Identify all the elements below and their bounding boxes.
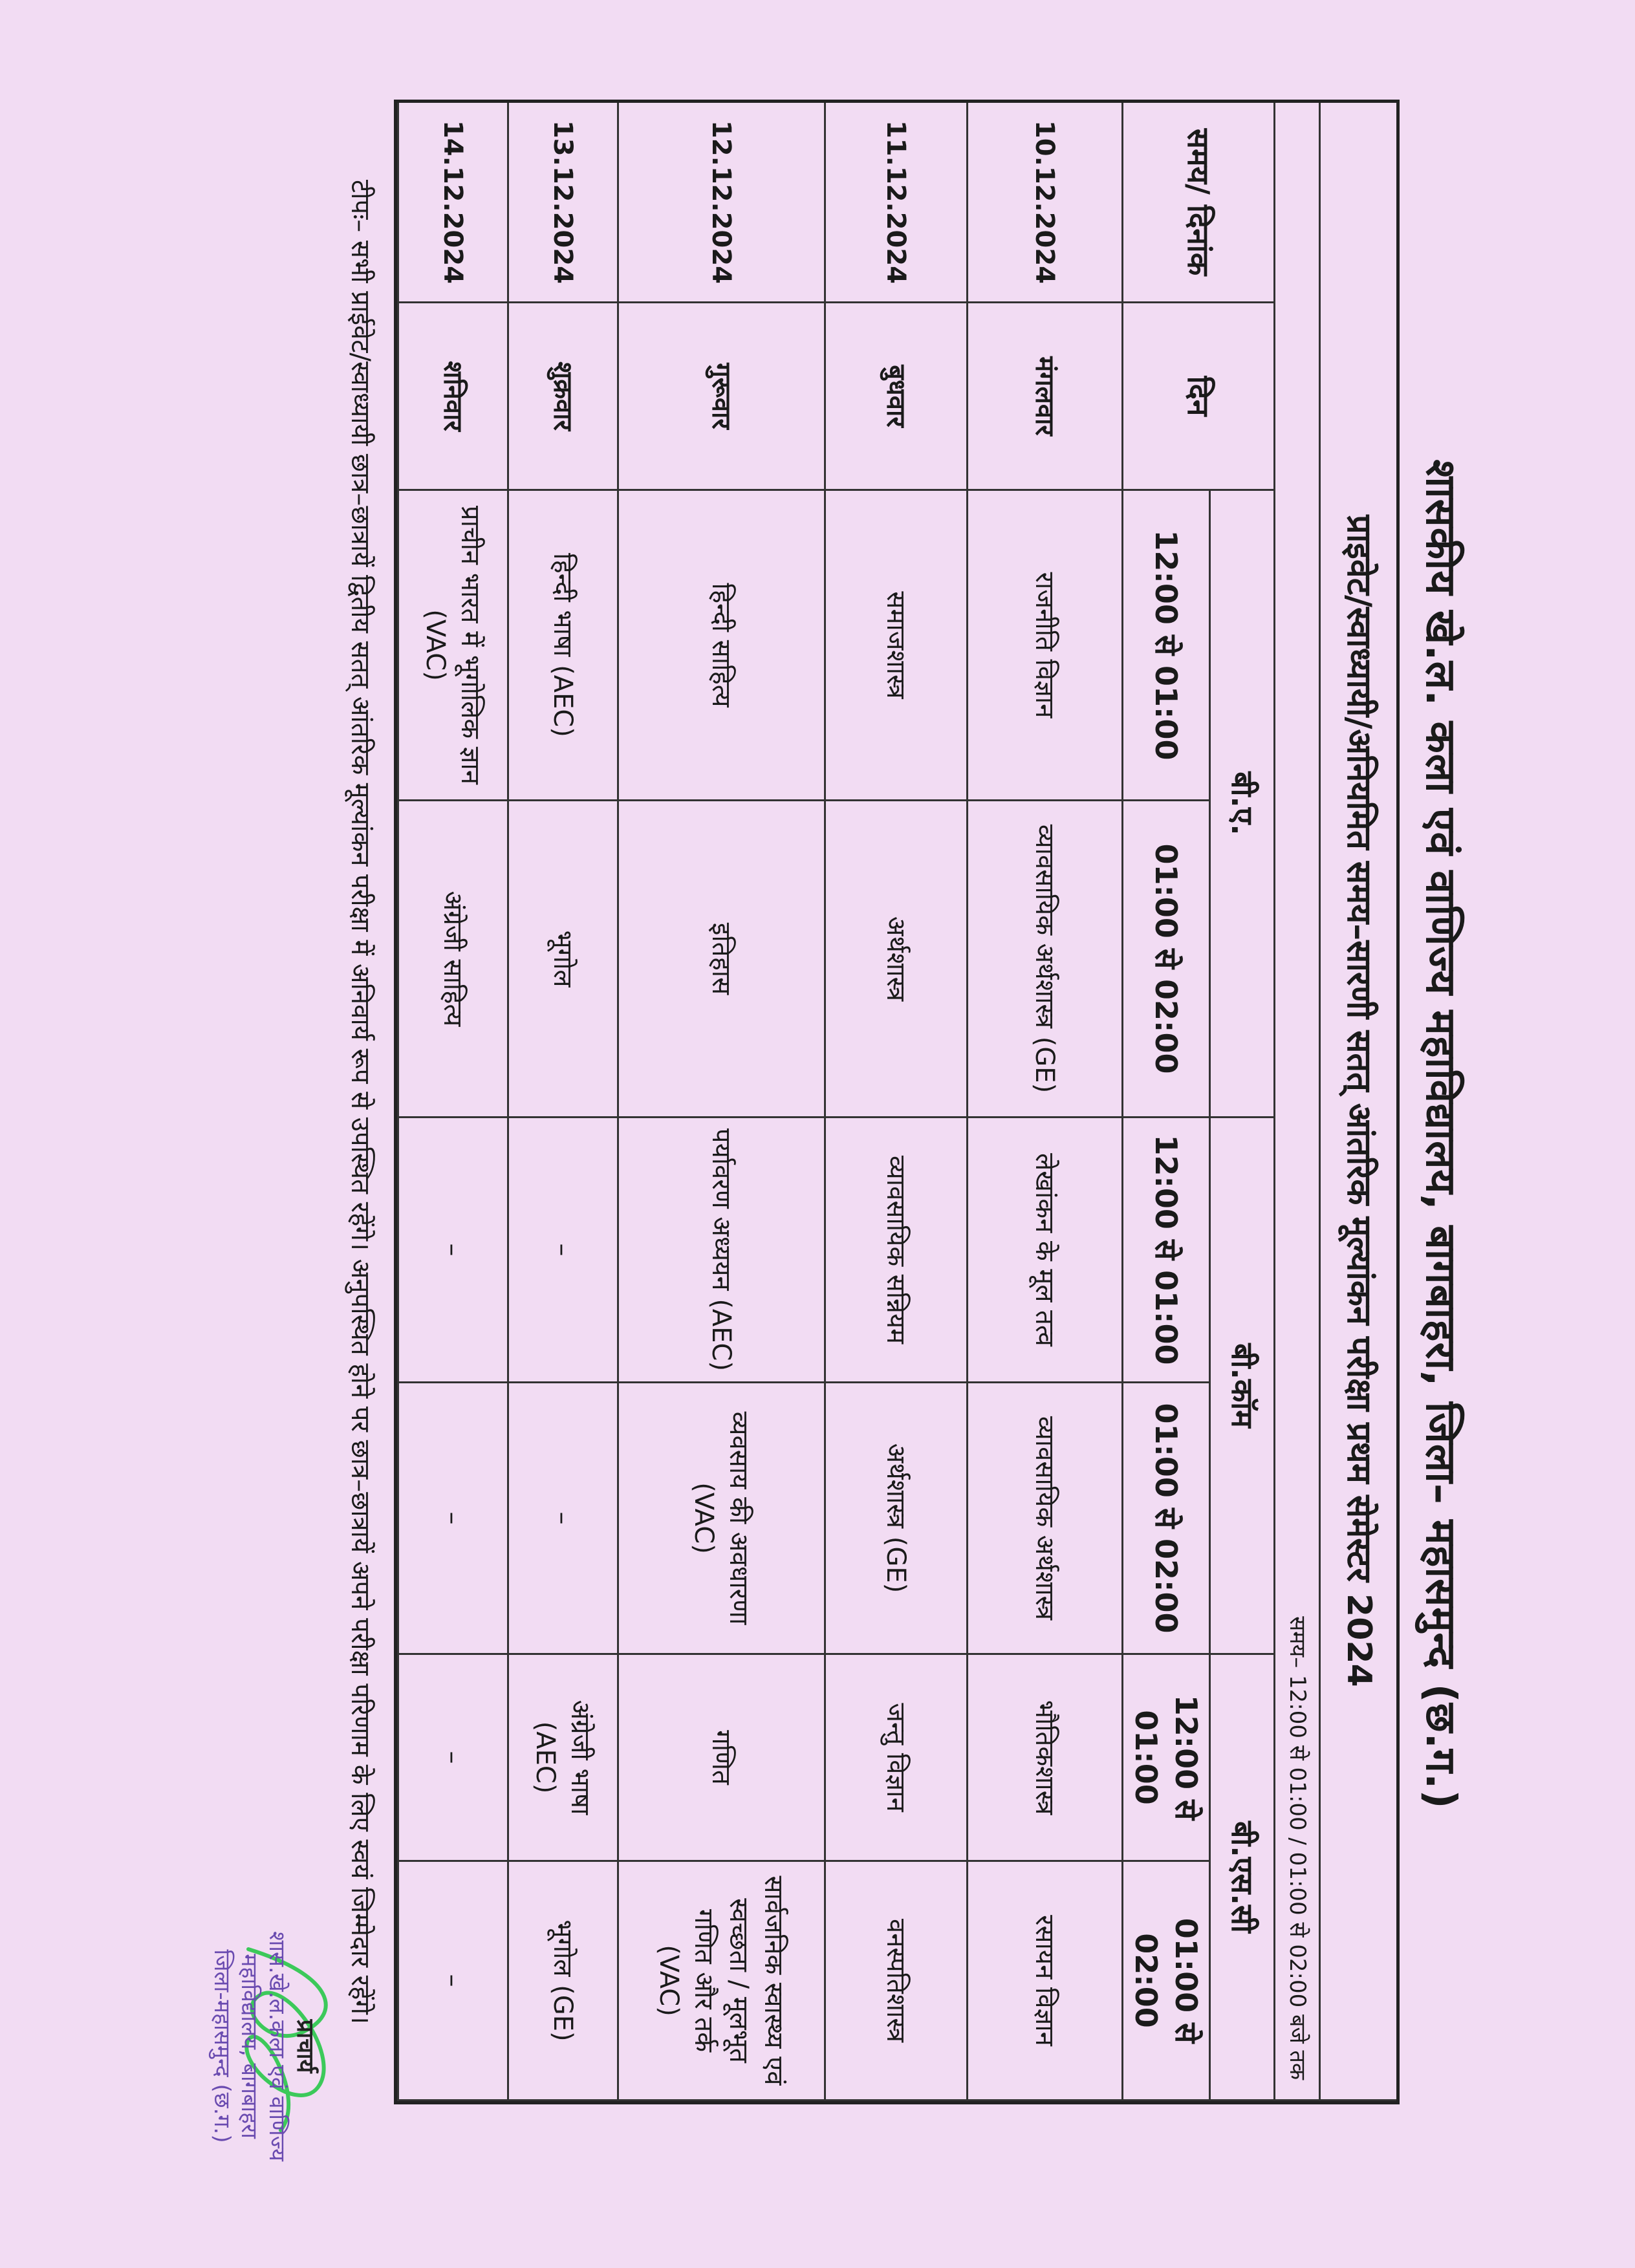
row-date: 12.12.2024 [617, 103, 824, 303]
course-cell: अंग्रेजी साहित्य [397, 801, 507, 1118]
row-day: शनिवार [397, 303, 507, 491]
stamp-line: जिला-महासमुन्द (छ.ग.) [209, 1949, 235, 2143]
principal-stamp [208, 1910, 320, 2182]
timetable-grid [394, 100, 1400, 2104]
row-day: मंगलवार [966, 303, 1121, 491]
stamp-line: महाविद्यालय, बागबाहरा [236, 1953, 263, 2139]
row-day: गुरूवार [617, 303, 824, 491]
row-day: शुक्रवार [507, 303, 617, 491]
course-cell: प्राचीन भारत में भूगोलिक ज्ञान (VAC) [397, 491, 507, 801]
course-cell: हिन्दी साहित्य [617, 491, 824, 801]
course-cell: अंग्रेजी भाषा (AEC) [507, 1655, 617, 1862]
course-cell: अर्थशास्त्र [824, 801, 966, 1118]
timetable-sheet [151, 100, 1484, 2169]
course-cell: – [397, 1118, 507, 1383]
header-bsc-slot2: 01:00 से 02:00 [1121, 1862, 1209, 2101]
course-cell: सार्वजनिक स्वास्थ्य एवं स्वच्छता / मूलभूत गणित और तर्क (VAC) [617, 1862, 824, 2101]
course-cell: – [397, 1862, 507, 2101]
course-cell: – [507, 1118, 617, 1383]
course-cell: व्यावसायिक अर्थशास्त्र (GE) [966, 801, 1121, 1118]
course-cell: पर्यावरण अध्ययन (AEC) [617, 1118, 824, 1383]
row-date: 11.12.2024 [824, 103, 966, 303]
exam-subtitle: प्राइवेट/स्वाध्यायी/अनियमित समय–सारणी सतत् आंतरिक मूल्यांकन परीक्षा प्रथम सेमेस्टर 2024 [1319, 103, 1396, 2101]
stamp-line: शास.खे.ल.कला एवं वाणिज्य [264, 1930, 290, 2161]
row-date: 14.12.2024 [397, 103, 507, 303]
row-day: बुधवार [824, 303, 966, 491]
course-cell: वनस्पतिशास्त्र [824, 1862, 966, 2101]
course-cell: इतिहास [617, 801, 824, 1118]
course-cell: जन्तु विज्ञान [824, 1655, 966, 1862]
header-day: दिन [1121, 303, 1273, 491]
header-bcom-slot1: 12:00 से 01:00 [1121, 1118, 1209, 1383]
course-cell: भूगोल (GE) [507, 1862, 617, 2101]
header-ba-slot2: 01:00 से 02:00 [1121, 801, 1209, 1118]
course-cell: रसायन विज्ञान [966, 1862, 1121, 2101]
header-bsc-slot1: 12:00 से 01:00 [1121, 1655, 1209, 1862]
course-cell: अर्थशास्त्र (GE) [824, 1383, 966, 1655]
course-cell: लेखांकन के मूल तत्व [966, 1118, 1121, 1383]
footnote: टीपः– सभी प्राईवेट/स्वाध्यायी छात्र–छात्रायें द्वितीय सतत् आंतरिक मूल्यांकन परीक्षा में अनिवार्य रूप से उपस्थित रहेंगे। अनुपस्थित होने पर छात्र–छात्रायें अपने परीक्षा परिणाम के लिए स्वयं जिम्मेदार रहेंगे। [345, 179, 375, 2024]
header-bcom: बी.कॉम [1209, 1118, 1273, 1655]
time-note: समय– 12:00 से 01:00 / 01:00 से 02:00 बजे तक [1273, 103, 1319, 2101]
college-title: शासकीय खे.ल. कला एवं वाणिज्य महाविद्यालय, बागबाहरा, जिला– महासमुन्द (छ.ग.) [1416, 459, 1464, 1809]
course-cell: गणित [617, 1655, 824, 1862]
header-bcom-slot2: 01:00 से 02:00 [1121, 1383, 1209, 1655]
row-date: 10.12.2024 [966, 103, 1121, 303]
header-date: समय/ दिनांक [1121, 103, 1273, 303]
course-cell: व्यवसाय की अवधारणा (VAC) [617, 1383, 824, 1655]
row-date: 13.12.2024 [507, 103, 617, 303]
stamp-role: प्राचार्य [292, 2019, 318, 2073]
course-cell: भौतिकशास्त्र [966, 1655, 1121, 1862]
header-bsc: बी.एस.सी [1209, 1655, 1273, 2101]
course-cell: हिन्दी भाषा (AEC) [507, 491, 617, 801]
course-cell: व्यावसायिक सन्नियम [824, 1118, 966, 1383]
header-ba: बी.ए. [1209, 491, 1273, 1118]
course-cell: व्यावसायिक अर्थशास्त्र [966, 1383, 1121, 1655]
course-cell: राजनीति विज्ञान [966, 491, 1121, 801]
course-cell: – [397, 1383, 507, 1655]
course-cell: समाजशास्त्र [824, 491, 966, 801]
header-ba-slot1: 12:00 से 01:00 [1121, 491, 1209, 801]
course-cell: – [397, 1655, 507, 1862]
course-cell: – [507, 1383, 617, 1655]
course-cell: भूगोल [507, 801, 617, 1118]
